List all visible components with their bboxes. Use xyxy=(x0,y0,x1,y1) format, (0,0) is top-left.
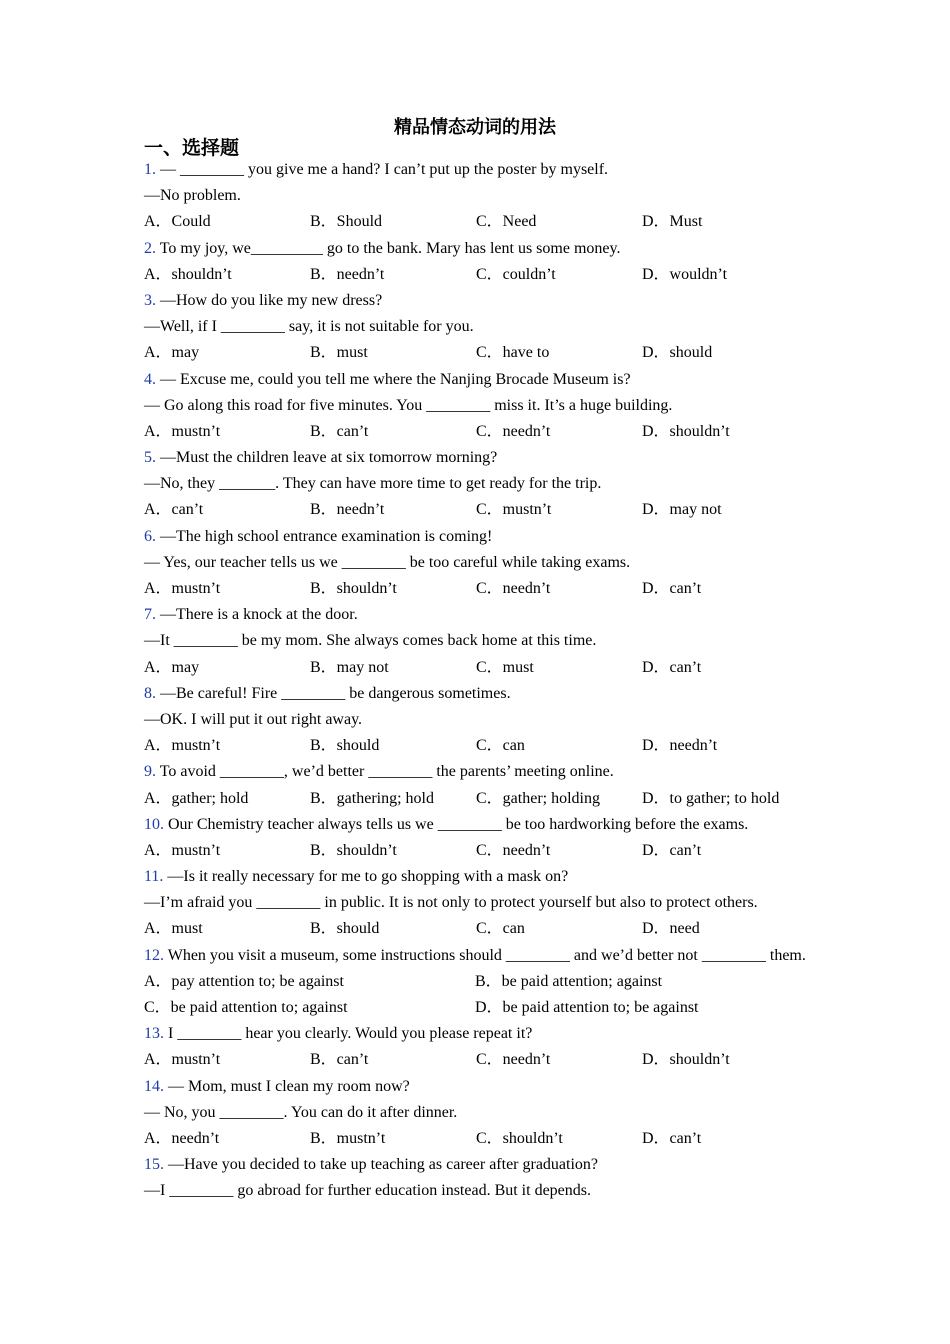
option-a[interactable]: A．Could xyxy=(144,213,211,231)
question-number: 6. xyxy=(144,527,156,545)
question-line: — No, you ________. You can do it after dinner. xyxy=(144,1103,458,1121)
option-a[interactable]: A．needn’t xyxy=(144,1129,220,1147)
option-c[interactable]: C．be paid attention to; against xyxy=(144,999,348,1017)
option-a[interactable]: A．pay attention to; be against xyxy=(144,972,344,990)
option-row xyxy=(144,262,824,288)
option-a[interactable]: A．can’t xyxy=(144,501,204,519)
option-c[interactable]: C．needn’t xyxy=(476,422,551,440)
question-line: —I ________ go abroad for further education instead. But it depends. xyxy=(144,1182,591,1200)
option-b[interactable]: B．gathering; hold xyxy=(310,789,434,807)
question-stem: 5. —Must the children leave at six tomorrow morning? xyxy=(144,449,498,467)
question-stem: 3. —How do you like my new dress? xyxy=(144,291,383,309)
question-number: 10. xyxy=(144,815,164,833)
question-stem: 7. —There is a knock at the door. xyxy=(144,606,358,624)
question xyxy=(144,288,824,367)
option-c[interactable]: C．Need xyxy=(476,213,537,231)
question xyxy=(144,445,824,524)
option-a[interactable]: A．gather; hold xyxy=(144,789,249,807)
question xyxy=(144,1021,824,1073)
question-stem: 14. — Mom, must I clean my room now? xyxy=(144,1077,410,1095)
question-number: 13. xyxy=(144,1025,164,1043)
question xyxy=(144,602,824,681)
option-row xyxy=(144,838,824,864)
option-d[interactable]: D．can’t xyxy=(642,1129,702,1147)
option-d[interactable]: D．should xyxy=(642,344,713,362)
option-c[interactable]: C．have to xyxy=(476,344,550,362)
option-d[interactable]: D．wouldn’t xyxy=(642,265,728,283)
option-b[interactable]: B．can’t xyxy=(310,422,369,440)
option-row xyxy=(144,419,824,445)
question-stem: 1. — ________ you give me a hand? I can’t put up the poster by myself. xyxy=(144,161,609,178)
question-stem: 9. To avoid ________, we’d better ________ the parents’ meeting online. xyxy=(144,763,614,781)
question-number: 12. xyxy=(144,946,164,964)
option-b[interactable]: B．should xyxy=(310,737,380,755)
option-b[interactable]: B．be paid attention; against xyxy=(475,972,663,990)
option-b[interactable]: B．should xyxy=(310,920,380,938)
option-a[interactable]: A．mustn’t xyxy=(144,422,221,440)
option-d[interactable]: D．needn’t xyxy=(642,737,718,755)
question-number: 5. xyxy=(144,449,156,467)
option-b[interactable]: B．may not xyxy=(310,658,389,676)
question-number: 15. xyxy=(144,1156,164,1174)
question xyxy=(144,681,824,760)
option-c[interactable]: C．shouldn’t xyxy=(476,1129,563,1147)
option-d[interactable]: D．can’t xyxy=(642,841,702,859)
question xyxy=(144,864,824,943)
question-line: — Go along this road for five minutes. You ________ miss it. It’s a huge building. xyxy=(144,396,673,414)
question xyxy=(144,524,824,603)
option-row xyxy=(144,1126,824,1152)
question-line: —No, they _______. They can have more time to get ready for the trip. xyxy=(144,475,602,493)
question-line: —No problem. xyxy=(144,187,241,205)
option-row xyxy=(144,1047,824,1073)
option-b[interactable]: B．Should xyxy=(310,213,383,231)
option-row xyxy=(144,786,824,812)
option-d[interactable]: D．to gather; to hold xyxy=(642,789,780,807)
option-b[interactable]: B．needn’t xyxy=(310,501,385,519)
question xyxy=(144,759,824,811)
option-row xyxy=(144,497,824,523)
option-b[interactable]: B．shouldn’t xyxy=(310,580,397,597)
option-row xyxy=(144,916,824,942)
option-row xyxy=(144,733,824,759)
option-a[interactable]: A．may xyxy=(144,658,200,676)
question-number: 14. xyxy=(144,1077,164,1095)
option-a[interactable]: A．must xyxy=(144,920,203,938)
option-row xyxy=(144,209,824,235)
option-b[interactable]: B．needn’t xyxy=(310,265,385,283)
question-stem: 10. Our Chemistry teacher always tells us we ________ be too hardworking before the exams. xyxy=(144,815,749,833)
question-stem: 6. —The high school entrance examination is coming! xyxy=(144,527,493,545)
option-a[interactable]: A．mustn’t xyxy=(144,1051,221,1069)
question-line: —Well, if I ________ say, it is not suitable for you. xyxy=(144,318,474,336)
question-number: 8. xyxy=(144,684,156,702)
question-number: 1. xyxy=(144,161,156,178)
question-line: —I’m afraid you ________ in public. It is not only to protect yourself but also to protect others. xyxy=(144,894,758,912)
question xyxy=(144,367,824,446)
option-a[interactable]: A．may xyxy=(144,344,200,362)
option-b[interactable]: B．must xyxy=(310,344,368,362)
option-a[interactable]: A．shouldn’t xyxy=(144,265,232,283)
option-row xyxy=(144,655,824,681)
option-d[interactable]: D．Must xyxy=(642,213,703,231)
option-d[interactable]: D．be paid attention to; be against xyxy=(475,999,699,1017)
option-row xyxy=(144,995,824,1021)
option-c[interactable]: C．can xyxy=(476,737,525,755)
question-number: 7. xyxy=(144,606,156,624)
option-a[interactable]: A．mustn’t xyxy=(144,841,221,859)
question-stem: 12. When you visit a museum, some instructions should ________ and we’d better not ________ them. xyxy=(144,946,806,964)
question xyxy=(144,236,824,288)
question-number: 3. xyxy=(144,291,156,309)
option-b[interactable]: B．can’t xyxy=(310,1051,369,1069)
option-c[interactable]: C．couldn’t xyxy=(476,265,556,283)
question-number: 4. xyxy=(144,370,156,388)
option-a[interactable]: A．mustn’t xyxy=(144,580,221,597)
page-title: 精品情态动词的用法 xyxy=(394,117,556,137)
option-b[interactable]: B．shouldn’t xyxy=(310,841,397,859)
option-d[interactable]: D．need xyxy=(642,920,700,938)
option-c[interactable]: C．gather; holding xyxy=(476,789,600,807)
question xyxy=(144,943,824,1022)
option-d[interactable]: D．may not xyxy=(642,501,722,519)
option-row xyxy=(144,340,824,366)
option-c[interactable]: C．needn’t xyxy=(476,580,551,597)
question-number: 9. xyxy=(144,763,156,781)
question-line: —It ________ be my mom. She always comes back home at this time. xyxy=(144,632,597,650)
option-b[interactable]: B．mustn’t xyxy=(310,1129,386,1147)
option-row xyxy=(144,576,824,602)
question xyxy=(144,157,824,236)
option-c[interactable]: C．needn’t xyxy=(476,841,551,859)
option-c[interactable]: C．must xyxy=(476,658,534,676)
question-stem: 13. I ________ hear you clearly. Would you please repeat it? xyxy=(144,1025,533,1043)
question-number: 11. xyxy=(144,868,164,886)
option-row xyxy=(144,969,824,995)
option-d[interactable]: D．can’t xyxy=(642,580,702,597)
question-stem: 2. To my joy, we_________ go to the bank. Mary has lent us some money. xyxy=(144,239,621,257)
question xyxy=(144,1074,824,1153)
question-number: 2. xyxy=(144,239,156,257)
question xyxy=(144,1152,824,1204)
option-a[interactable]: A．mustn’t xyxy=(144,737,221,755)
question xyxy=(144,812,824,864)
option-d[interactable]: D．can’t xyxy=(642,658,702,676)
option-c[interactable]: C．mustn’t xyxy=(476,501,552,519)
option-c[interactable]: C．needn’t xyxy=(476,1051,551,1069)
option-c[interactable]: C．can xyxy=(476,920,525,938)
option-d[interactable]: D．shouldn’t xyxy=(642,422,730,440)
question-stem: 8. —Be careful! Fire ________ be dangerous sometimes. xyxy=(144,684,511,702)
question-list xyxy=(144,157,824,1205)
question-line: — Yes, our teacher tells us we ________ be too careful while taking exams. xyxy=(144,553,631,571)
question-stem: 11. —Is it really necessary for me to go shopping with a mask on? xyxy=(144,868,569,886)
question-line: —OK. I will put it out right away. xyxy=(144,710,363,728)
section-heading: 一、选择题 xyxy=(144,138,240,159)
question-stem: 4. — Excuse me, could you tell me where the Nanjing Brocade Museum is? xyxy=(144,370,631,388)
option-d[interactable]: D．shouldn’t xyxy=(642,1051,730,1069)
question-stem: 15. —Have you decided to take up teaching as career after graduation? xyxy=(144,1156,599,1174)
